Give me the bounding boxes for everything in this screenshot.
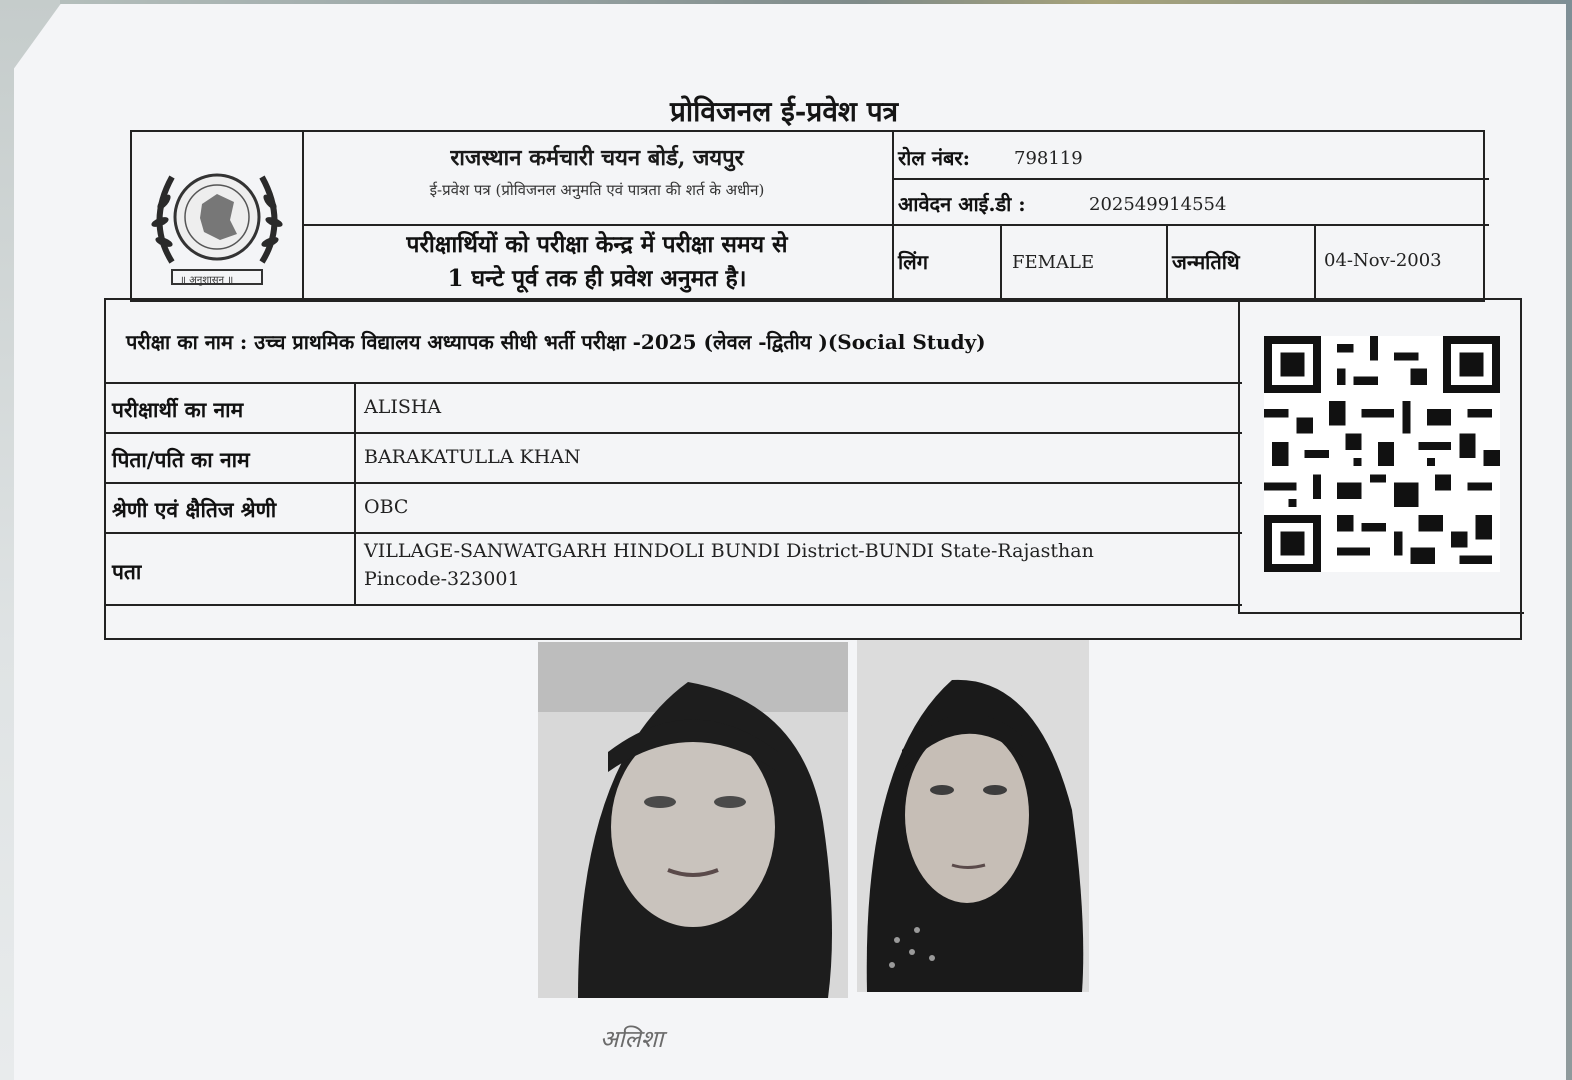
row-label: श्रेणी एवं क्षैतिज श्रेणी <box>112 497 277 522</box>
roll-label: रोल नंबर: <box>898 146 970 170</box>
gender-dob-row <box>894 224 1489 300</box>
address-row <box>106 532 1242 606</box>
notice-line-1: परीक्षार्थियों को परीक्षा केन्द्र में परीक्षा समय से <box>406 231 788 258</box>
app-id-label: आवेदन आई.डी : <box>898 192 1026 216</box>
address-line-2: Pincode-323001 <box>364 568 520 590</box>
roll-row <box>894 132 1489 180</box>
table-row <box>106 482 1242 534</box>
qr-box <box>1238 300 1524 614</box>
app-id-value: 202549914554 <box>1089 194 1227 215</box>
logo-cell <box>132 132 304 300</box>
rsmssb-emblem-icon <box>142 142 292 292</box>
gender-value: FEMALE <box>1012 252 1095 273</box>
candidate-signature: अलिशा <box>600 1025 664 1053</box>
qr-code-icon <box>1264 328 1500 580</box>
applicant-photo-icon <box>538 642 848 998</box>
dob-label: जन्मतिथि <box>1172 250 1240 274</box>
candidate-name: ALISHA <box>364 396 442 418</box>
dob-value: 04-Nov-2003 <box>1324 250 1442 271</box>
candidate-info-block <box>104 298 1522 640</box>
header-block <box>130 130 1485 302</box>
address-line-1: VILLAGE-SANWATGARH HINDOLI BUNDI District-BUNDI State-Rajasthan <box>364 540 1094 562</box>
org-name: राजस्थान कर्मचारी चयन बोर्ड, जयपुर <box>450 145 744 171</box>
exam-name: परीक्षा का नाम : उच्च प्राथमिक विद्यालय अध्यापक सीधी भर्ती परीक्षा -2025 (लेवल -द्वितीय )(Social Study) <box>126 330 986 354</box>
gender-label: लिंग <box>898 250 928 274</box>
row-label: पिता/पति का नाम <box>112 447 250 472</box>
address-label: पता <box>112 559 142 584</box>
exam-photo <box>857 640 1089 992</box>
logo-motto: ॥ अनुशासन ॥ <box>180 275 234 286</box>
app-id-row <box>894 178 1489 226</box>
applicant-photo <box>538 642 848 998</box>
entry-notice <box>302 224 892 300</box>
table-row <box>106 432 1242 484</box>
row-label: परीक्षार्थी का नाम <box>112 397 244 422</box>
father-name: BARAKATULLA KHAN <box>364 446 581 468</box>
table-row <box>106 382 1242 434</box>
notice-line-2: 1 घन्टे पूर्व तक ही प्रवेश अनुमत है। <box>447 265 747 292</box>
header-right-column <box>892 132 1489 300</box>
document-title: प्रोविजनल ई-प्रवेश पत्र <box>670 95 899 128</box>
org-cell <box>302 132 892 226</box>
exam-photo-icon <box>857 640 1089 992</box>
category-value: OBC <box>364 496 409 518</box>
roll-value: 798119 <box>1014 148 1083 169</box>
org-subtitle: ई-प्रवेश पत्र (प्रोविजनल अनुमति एवं पात्रता की शर्त के अधीन) <box>429 181 765 199</box>
